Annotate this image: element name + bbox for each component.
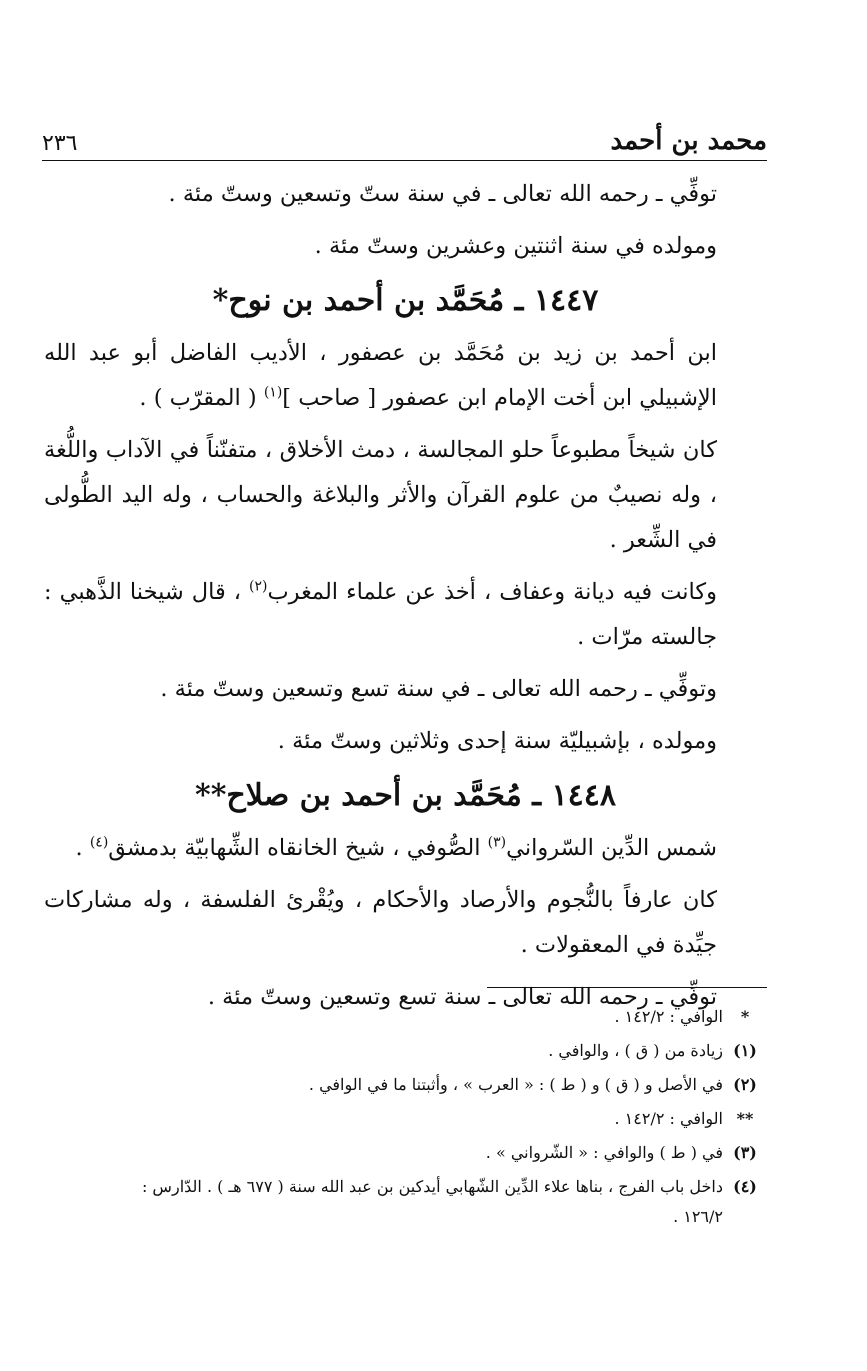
footnote-text: في الأصل و ( ق ) و ( ط ) : « العرب » ، وأثبتنا ما في الوافي . [308,1075,723,1094]
footnote-divider [487,987,767,988]
main-text [44,172,767,1027]
footnote [44,1102,767,1136]
text-run: الصُّوفي ، شيخ الخانقاه الشِّهابيّة بدمشق [108,835,488,861]
footnote-text: في ( ط ) والوافي : « الشّرواني » . [485,1143,723,1162]
footnote-continuation: ١٢٦/٢ . [673,1207,723,1226]
footnote-text: زيادة من ( ق ) ، والوافي . [548,1041,723,1060]
paragraph: كان شيخاً مطبوعاً حلو المجالسة ، دمث الأخلاق ، متفنّناً في الآداب واللُّغة ، وله نصيبٌ من علوم القرآن والأثر والبلاغة والحساب ، وله اليد الطُّولى في الشِّعر . [44,437,717,553]
footnote-mark: (٣) [733,1143,757,1162]
footnote-ref: (٤) [89,834,109,851]
paragraph: كان عارفاً بالنُّجوم والأرصاد والأحكام ، ويُقْرئ الفلسفة ، وله مشاركات جيِّدة في المعقولات . [44,887,717,958]
text-run: وكانت فيه ديانة وعفاف ، أخذ عن علماء المغرب [267,579,717,605]
entry-heading-1447: ١٤٤٧ ـ مُحَمَّد بن أحمد بن نوح* [212,283,599,318]
page-header [42,120,767,161]
footnotes [44,1000,767,1234]
text-run: شمس الدِّين السّرواني [506,835,717,861]
footnote-text: الوافي : ١٤٢/٢ . [614,1109,723,1128]
footnote-mark: * [740,1007,750,1026]
paragraph [44,331,767,421]
text-run: . [75,835,90,861]
paragraph: توفِّي ـ رحمه الله تعالى ـ سنة تسع وتسعين وستّ مئة . [207,984,717,1010]
footnote-ref: (١) [263,384,283,401]
paragraph: وتوفِّي ـ رحمه الله تعالى ـ في سنة تسع وتسعين وستّ مئة . [160,676,717,702]
footnote [44,1000,767,1034]
footnote-mark: (٤) [733,1177,757,1196]
paragraph: توفِّي ـ رحمه الله تعالى ـ في سنة ستّ وتسعين وستّ مئة . [168,181,717,207]
footnote-text: الوافي : ١٤٢/٢ . [614,1007,723,1026]
text-run: ( المقرّب ) . [139,385,264,411]
paragraph [44,570,767,660]
text-run: ابن أحمد بن زيد بن مُحَمَّد بن عصفور ، الأديب الفاضل أبو عبد الله الإشبيلي ابن أخت الإمام ابن عصفور [ صاحب ] [44,340,717,411]
footnote [44,1034,767,1068]
running-title: محمد بن أحمد [610,126,767,156]
text-run: ، قال شيخنا الذَّهبي : جالسته مرّات . [44,579,717,650]
footnote-mark: (٢) [733,1075,757,1094]
footnote [44,1136,767,1170]
footnote-mark: ** [736,1109,754,1128]
page-number: ٢٣٦ [42,131,78,156]
paragraph: ومولده في سنة اثنتين وعشرين وستّ مئة . [314,233,717,259]
paragraph: ومولده ، بإشبيليّة سنة إحدى وثلاثين وستّ مئة . [277,728,717,754]
footnote [44,1170,767,1204]
footnote-ref: (٢) [249,578,268,595]
entry-heading-1448: ١٤٤٨ ـ مُحَمَّد بن أحمد بن صلاح** [195,778,616,813]
paragraph [44,826,767,871]
footnote-text: داخل باب الفرج ، بناها علاء الدِّين الشّهابي أيدكين بن عبد الله سنة ( ٦٧٧ هـ ) . الدّارس : [141,1177,723,1196]
footnote [44,1068,767,1102]
footnote-ref: (٣) [487,834,507,851]
footnote-mark: (١) [733,1041,757,1060]
